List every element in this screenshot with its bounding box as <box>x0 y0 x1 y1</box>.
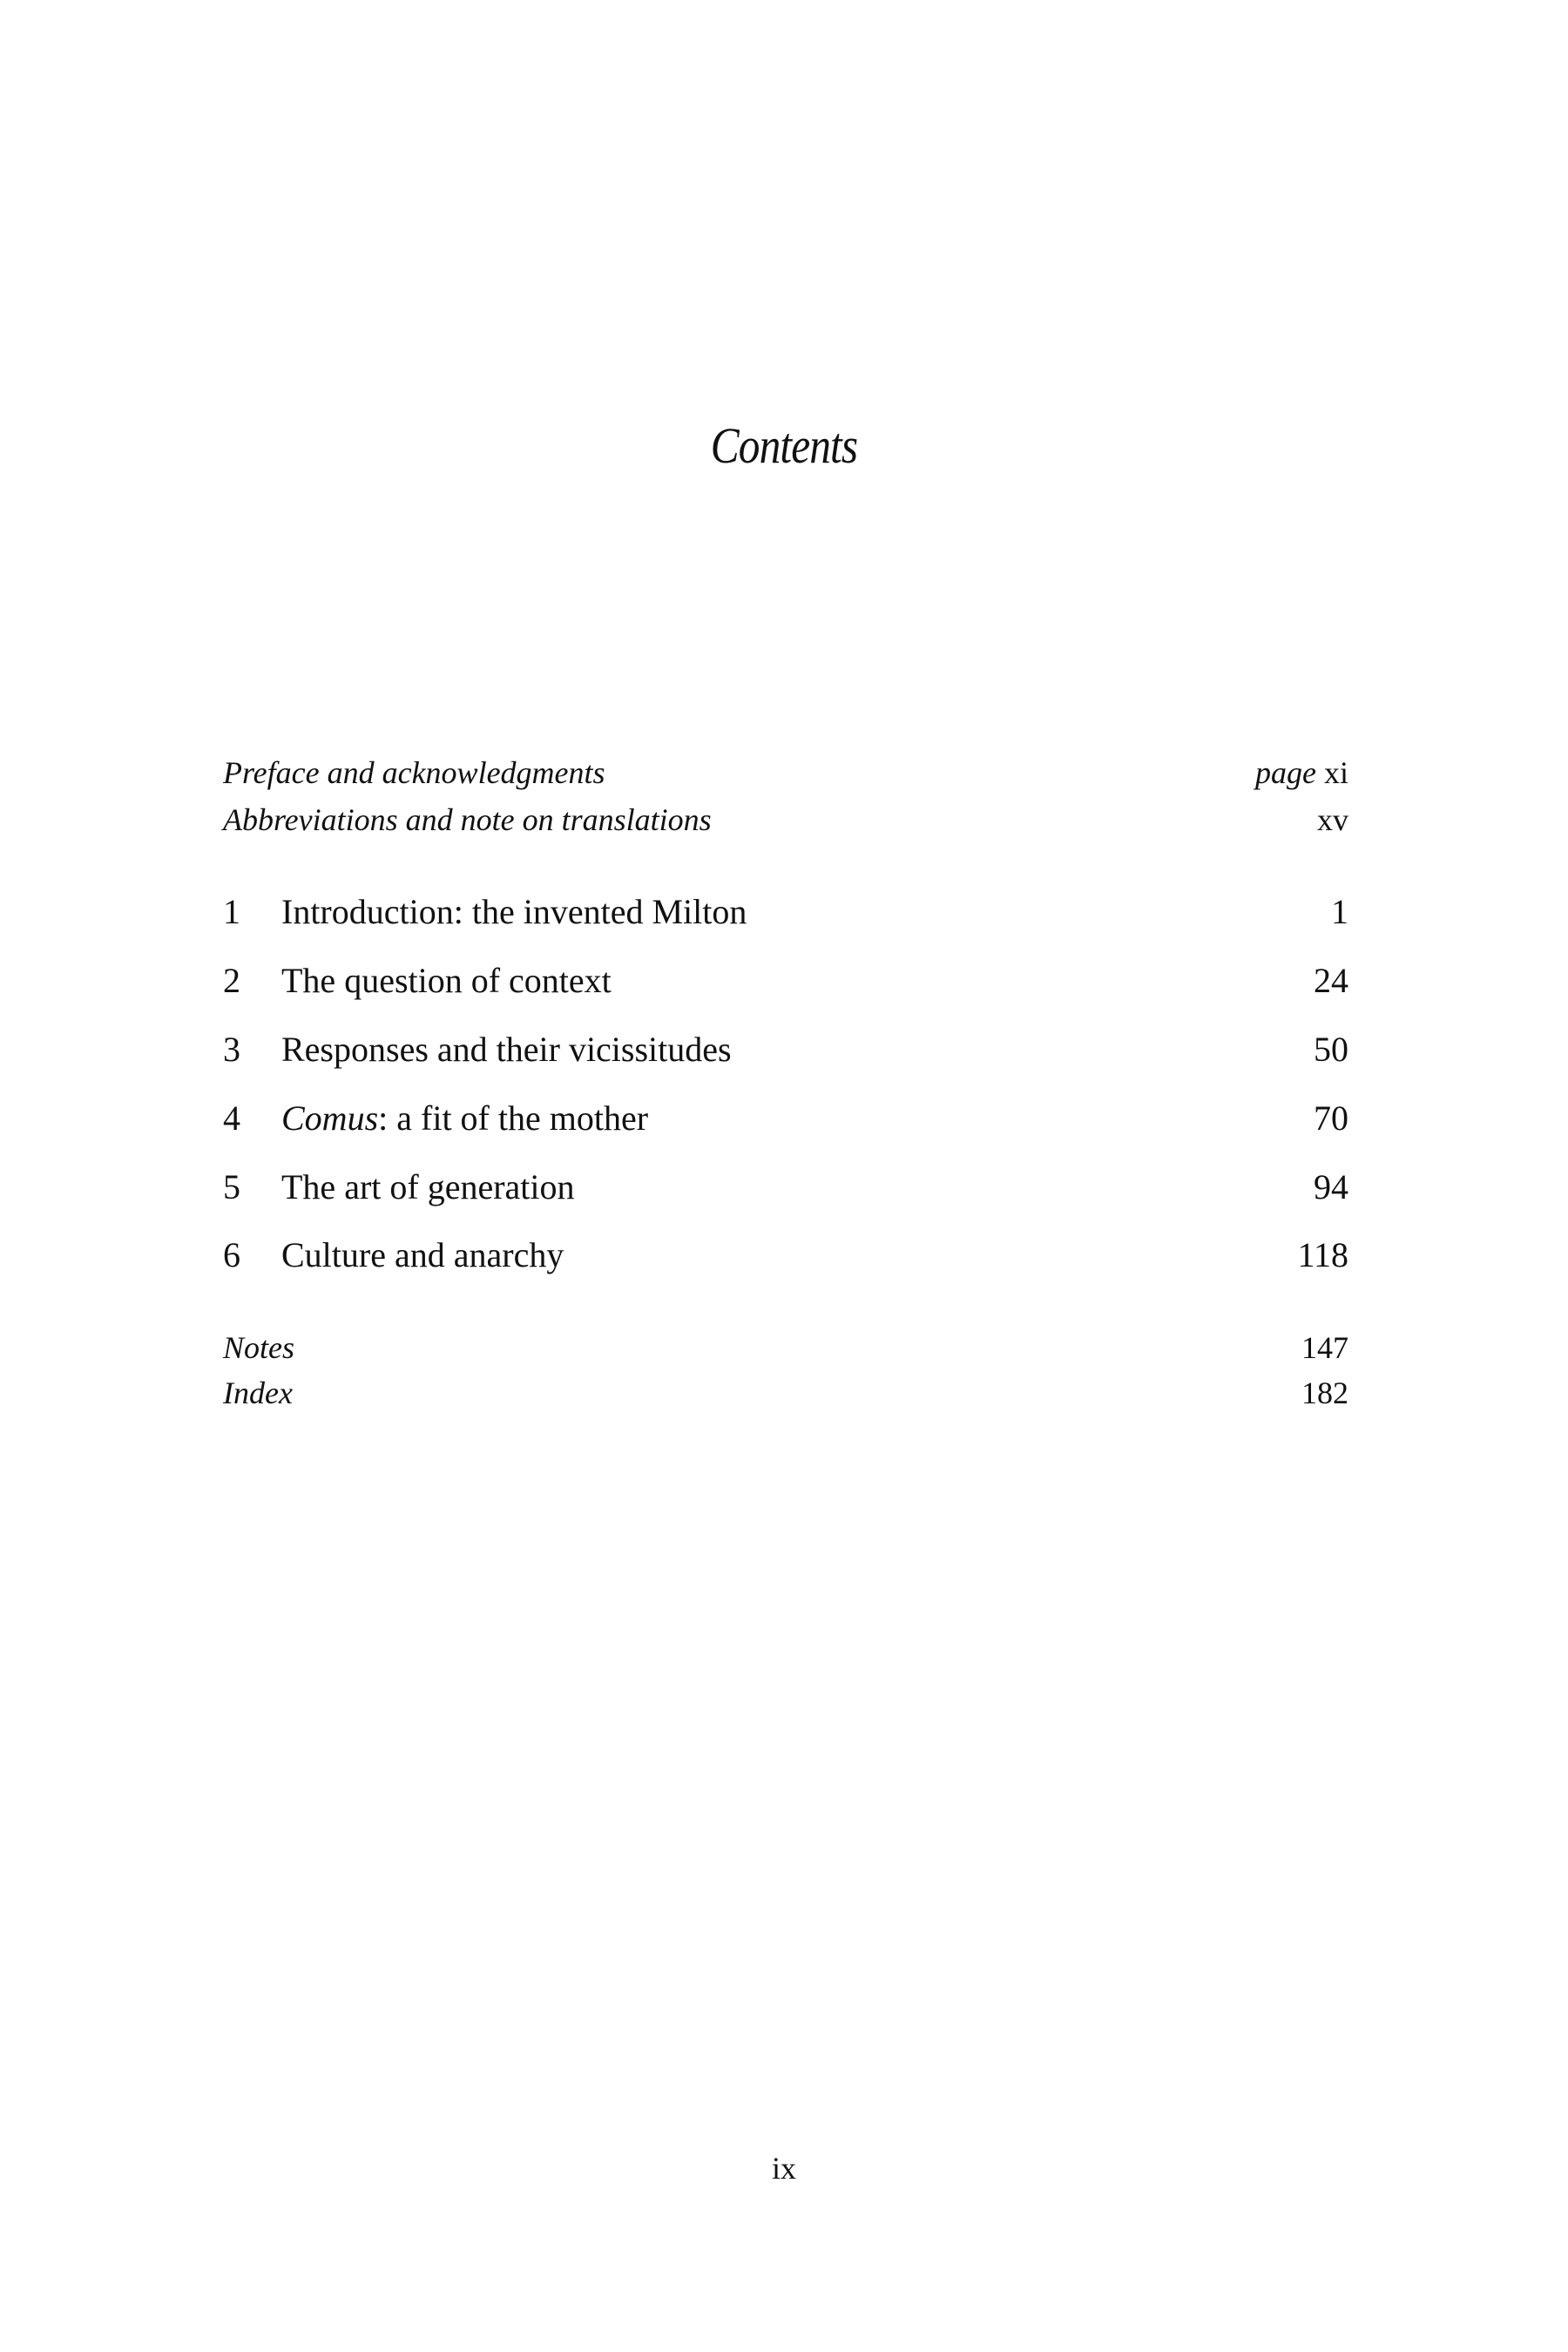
chapter-page: 50 <box>1314 1030 1348 1069</box>
entry-page: 147 <box>1301 1330 1348 1365</box>
chapter-number: 4 <box>223 1098 240 1138</box>
toc-chapter-2[interactable] <box>223 957 1348 1001</box>
chapter-page: 118 <box>1297 1235 1348 1274</box>
toc-entry-preface[interactable] <box>223 747 1348 791</box>
entry-label: Preface and acknowledgments <box>223 755 605 790</box>
toc-chapter-3[interactable] <box>223 1026 1348 1070</box>
entry-label: Abbreviations and note on translations <box>223 802 712 837</box>
chapter-page: 24 <box>1314 961 1348 1000</box>
chapter-page: 94 <box>1314 1167 1348 1206</box>
chapter-page: 70 <box>1314 1098 1348 1138</box>
chapter-number: 2 <box>223 961 240 1000</box>
chapter-title-rest: : a fit of the mother <box>378 1098 649 1138</box>
chapter-title: The art of generation <box>281 1167 575 1206</box>
chapter-title-italic: Comus <box>281 1098 379 1138</box>
entry-label: Notes <box>223 1330 295 1365</box>
page-title: Contents <box>710 417 858 474</box>
toc-chapter-5[interactable] <box>223 1164 1348 1207</box>
entry-page: 182 <box>1301 1375 1348 1410</box>
toc-chapter-1[interactable] <box>223 889 1348 932</box>
chapter-page: 1 <box>1331 892 1348 931</box>
entry-page <box>1255 754 1348 791</box>
entry-label: Index <box>223 1375 293 1410</box>
chapter-number: 3 <box>223 1030 240 1069</box>
chapter-title: The question of context <box>281 961 612 1000</box>
page-number-folio: ix <box>771 2151 796 2186</box>
toc-chapter-4[interactable] <box>223 1095 1348 1139</box>
toc-entry-abbreviations[interactable] <box>223 794 1348 838</box>
chapter-title <box>281 1098 648 1139</box>
chapter-title: Responses and their vicissitudes <box>281 1030 732 1069</box>
toc-entry-notes[interactable] <box>223 1322 1348 1366</box>
toc-chapter-6[interactable] <box>223 1232 1348 1275</box>
chapter-title: Introduction: the invented Milton <box>281 892 747 931</box>
chapter-title: Culture and anarchy <box>281 1235 564 1274</box>
chapter-number: 1 <box>223 892 240 931</box>
entry-page: xv <box>1317 802 1348 837</box>
chapter-number: 5 <box>223 1167 240 1206</box>
page-prefix: page <box>1255 755 1316 790</box>
toc-entry-index[interactable] <box>223 1368 1348 1411</box>
chapter-number: 6 <box>223 1235 240 1274</box>
page-number: xi <box>1323 755 1348 790</box>
